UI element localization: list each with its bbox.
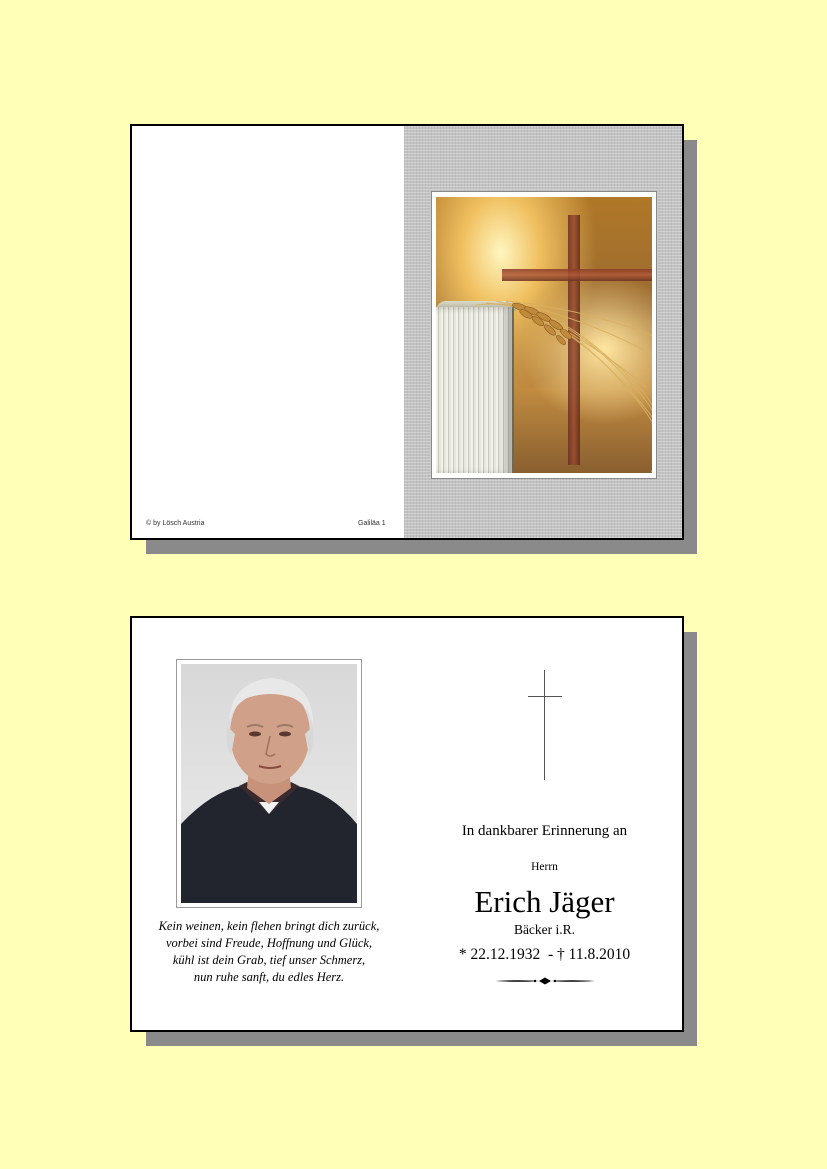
wheat-ear-icon — [476, 297, 652, 473]
design-code-text: Galiläa 1 — [358, 520, 386, 527]
cover-card-front-panel — [404, 126, 682, 538]
inside-card — [130, 616, 684, 1032]
salutation: Herrn — [531, 861, 558, 873]
cover-card-back-panel — [132, 126, 404, 538]
life-dates: * 22.12.1932 - † 11.8.2010 — [458, 946, 631, 963]
cover-card — [130, 124, 684, 540]
occupation: Bäcker i.R. — [513, 922, 576, 937]
memorial-intro: In dankbarer Erinnerung an — [461, 823, 628, 839]
cross-horizontal-beam — [502, 269, 652, 281]
ornament-divider-icon — [495, 976, 595, 986]
deceased-name: Erich Jäger — [474, 884, 615, 919]
poem-line: vorbei sind Freude, Hoffnung und Glück, — [165, 936, 373, 950]
portrait-photo — [181, 664, 357, 903]
portrait-person-icon — [181, 664, 357, 903]
poem-line: nun ruhe sanft, du edles Herz. — [193, 970, 345, 984]
cover-picture-frame — [431, 191, 657, 479]
copyright-text: © by Lösch Austria — [146, 520, 205, 527]
cross-icon — [528, 670, 562, 782]
portrait-frame — [176, 659, 362, 908]
poem-line: Kein weinen, kein flehen bringt dich zurück, — [158, 919, 380, 933]
poem-line: kühl ist dein Grab, tief unser Schmerz, — [172, 953, 366, 967]
memorial-poem — [132, 918, 406, 986]
cross-wheat-book-icon — [436, 197, 652, 473]
